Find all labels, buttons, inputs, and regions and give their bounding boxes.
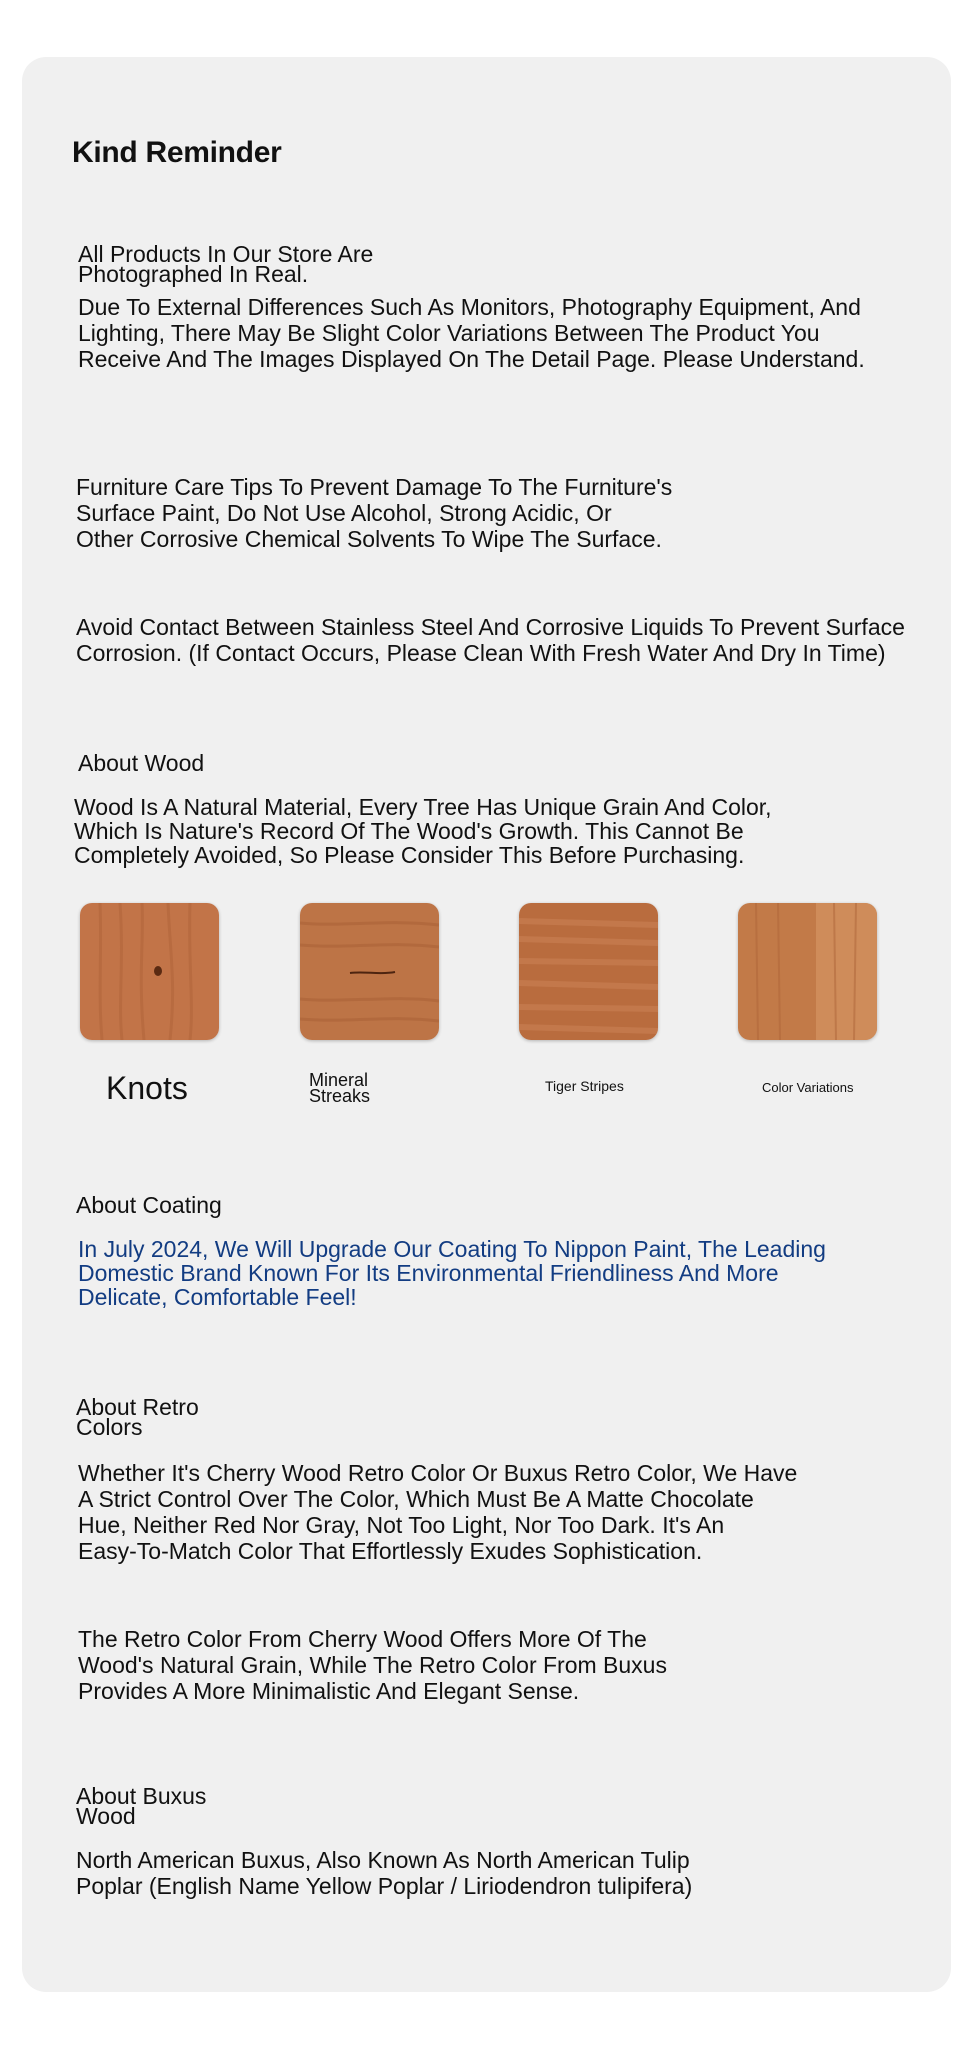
about-retro-colors-heading: About Retro Colors xyxy=(76,1394,199,1440)
about-coating-body: In July 2024, We Will Upgrade Our Coating To Nippon Paint, The Leading Domestic Brand Known For Its Environmental Friendliness And More Delicate, Comfortable Feel! xyxy=(78,1236,826,1310)
photo-heading: All Products In Our Store Are Photographed In Real. xyxy=(78,241,374,287)
color-variations-caption: Color Variations xyxy=(762,1080,854,1095)
about-coating-heading: About Coating xyxy=(76,1192,222,1218)
about-buxus-body: North American Buxus, Also Known As North American Tulip Poplar (English Name Yellow Poplar / Liriodendron tulipifera) xyxy=(76,1847,693,1899)
about-wood-body: Wood Is A Natural Material, Every Tree Has Unique Grain And Color, Which Is Nature's Record Of The Wood's Growth. This Cannot Be Completely Avoided, So Please Consider This Before Purchasing. xyxy=(74,794,772,868)
care-tips-text: Furniture Care Tips To Prevent Damage To The Furniture's Surface Paint, Do Not Use Alcohol, Strong Acidic, Or Other Corrosive Chemical Solvents To Wipe The Surface. xyxy=(76,474,673,552)
photo-body: Due To External Differences Such As Monitors, Photography Equipment, And Lighting, There May Be Slight Color Variations Between The Product You Receive And The Images Displayed On The Detail Page. Please Understand. xyxy=(78,294,865,372)
knots-caption: Knots xyxy=(106,1070,188,1106)
tiger-stripes-sample-image xyxy=(519,903,658,1040)
steel-tip-text: Avoid Contact Between Stainless Steel And Corrosive Liquids To Prevent Surface Corrosion. (If Contact Occurs, Please Clean With Fresh Water And Dry In Time) xyxy=(76,614,905,666)
mineral-streaks-sample-image xyxy=(300,903,439,1040)
color-variations-sample-image xyxy=(738,903,877,1040)
about-wood-heading: About Wood xyxy=(78,750,205,776)
mineral-streaks-caption: Mineral Streaks xyxy=(309,1070,371,1106)
knots-sample-image xyxy=(80,903,219,1040)
tiger-stripes-caption: Tiger Stripes xyxy=(545,1078,624,1094)
page-title: Kind Reminder xyxy=(72,136,282,169)
retro-colors-comparison: The Retro Color From Cherry Wood Offers More Of The Wood's Natural Grain, While The Retro Color From Buxus Provides A More Minimalistic And Elegant Sense. xyxy=(78,1626,667,1704)
retro-colors-body: Whether It's Cherry Wood Retro Color Or Buxus Retro Color, We Have A Strict Control Over The Color, Which Must Be A Matte Chocolate Hue, Neither Red Nor Gray, Not Too Light, Nor Too Dark. It's An Easy-To-Match Color That Effortlessly Exudes Sophistication. xyxy=(78,1460,798,1564)
about-buxus-heading: About Buxus Wood xyxy=(76,1783,207,1829)
